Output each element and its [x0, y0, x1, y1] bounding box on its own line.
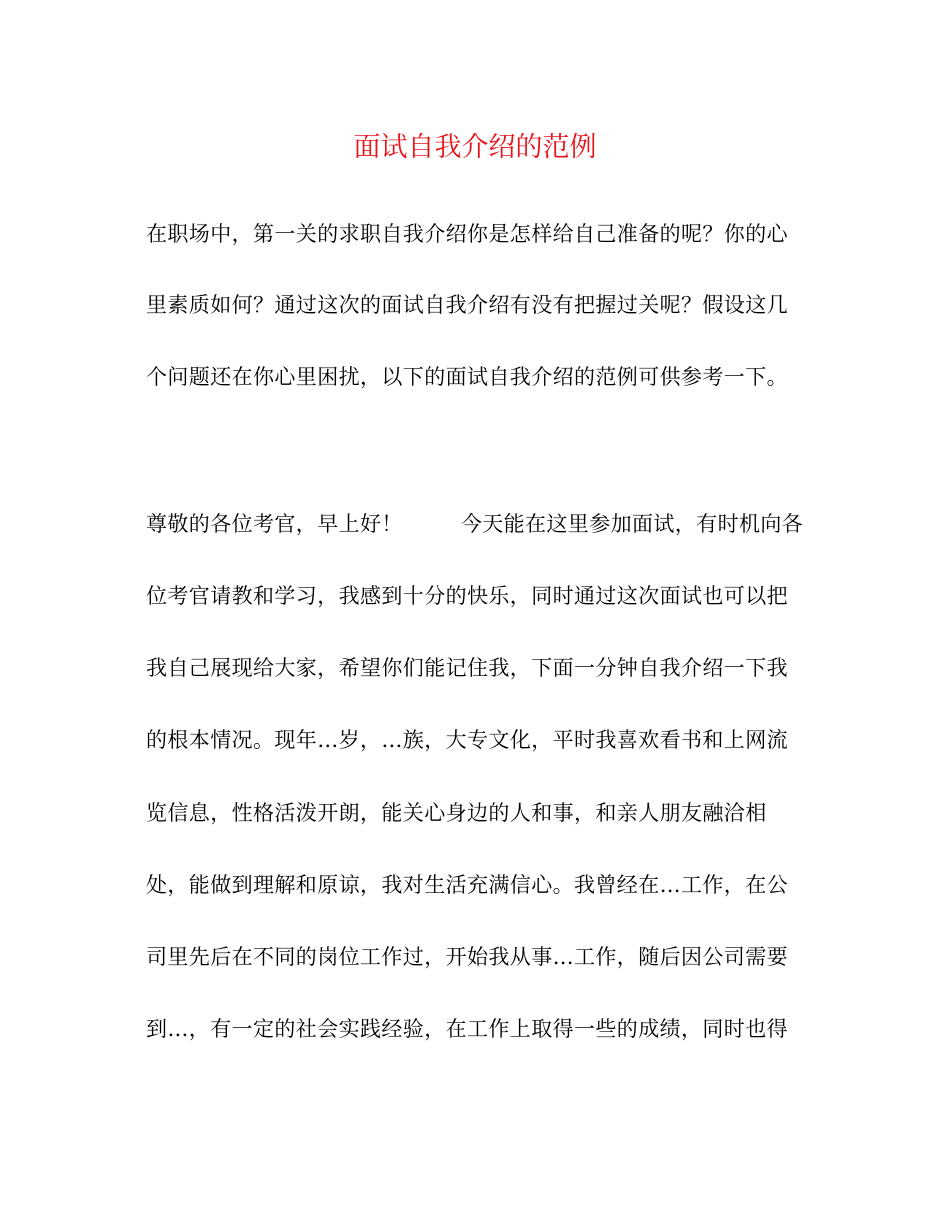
body-first-line	[146, 509, 803, 539]
body-line: 司里先后在不同的岗位工作过，开始我从事…工作，随后因公司需要	[146, 945, 788, 969]
document-title: 面试自我介绍的范例	[353, 132, 597, 163]
greeting-text: 尊敬的各位考官，早上好！	[146, 512, 403, 536]
intro-line: 在职场中，第一关的求职自我介绍你是怎样给自己准备的呢？你的心	[146, 222, 788, 246]
intro-line: 个问题还在你心里困扰，以下的面试自我介绍的范例可供参考一下。	[146, 365, 788, 389]
intro-line: 里素质如何？通过这次的面试自我介绍有没有把握过关呢？假设这几	[146, 293, 788, 317]
body-line: 览信息，性格活泼开朗，能关心身边的人和事，和亲人朋友融洽相	[146, 801, 767, 825]
body-line: 我自己展现给大家，希望你们能记住我，下面一分钟自我介绍一下我	[146, 656, 788, 680]
body-line: 位考官请教和学习，我感到十分的快乐，同时通过这次面试也可以把	[146, 584, 788, 608]
body-line: 到…，有一定的社会实践经验，在工作上取得一些的成绩，同时也得	[146, 1017, 788, 1041]
greeting-continuation: 今天能在这里参加面试，有时机向各	[460, 512, 804, 536]
body-line: 处，能做到理解和原谅，我对生活充满信心。我曾经在…工作，在公	[146, 873, 788, 897]
body-line: 的根本情况。现年…岁，…族，大专文化，平时我喜欢看书和上网流	[146, 728, 788, 752]
